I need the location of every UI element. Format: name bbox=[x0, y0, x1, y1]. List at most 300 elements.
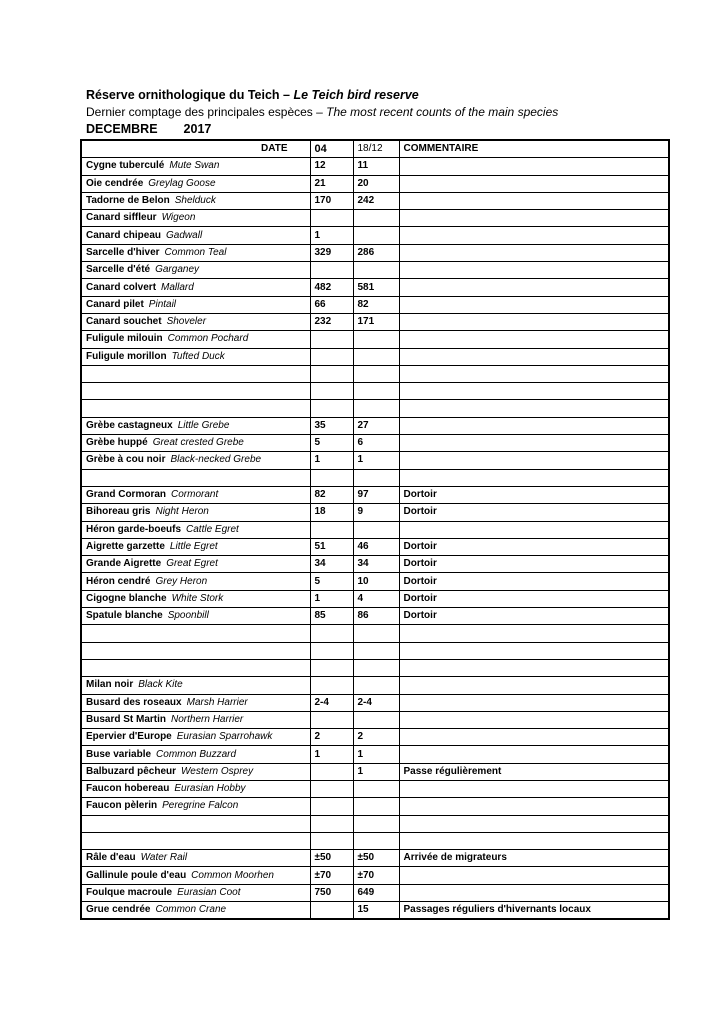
table-row bbox=[81, 677, 669, 694]
count-date-2-cell: 46 bbox=[353, 538, 399, 555]
species-name-cell bbox=[81, 417, 310, 434]
table-row bbox=[81, 244, 669, 261]
period-heading bbox=[86, 122, 211, 136]
species-french-name: Oie cendrée bbox=[86, 177, 144, 189]
count-date-1-cell: 1 bbox=[310, 746, 353, 763]
comment-cell bbox=[399, 331, 669, 348]
table-row bbox=[81, 365, 669, 382]
count-date-1-cell: 1 bbox=[310, 452, 353, 469]
count-date-2-cell bbox=[353, 469, 399, 486]
species-english-name: Common Teal bbox=[164, 246, 227, 258]
count-date-2-cell bbox=[353, 348, 399, 365]
species-english-name: Mallard bbox=[161, 281, 194, 293]
count-date-1-cell bbox=[310, 383, 353, 400]
comment-cell bbox=[399, 711, 669, 728]
comment-cell bbox=[399, 400, 669, 417]
table-row bbox=[81, 746, 669, 763]
species-name-cell bbox=[81, 262, 310, 279]
species-french-name: Grande Aigrette bbox=[86, 558, 162, 570]
count-date-1-cell bbox=[310, 625, 353, 642]
species-english-name: Little Grebe bbox=[177, 419, 230, 431]
species-name-cell bbox=[81, 677, 310, 694]
table-row bbox=[81, 884, 669, 901]
species-english-name: Mute Swan bbox=[169, 160, 220, 172]
count-date-2-cell bbox=[353, 642, 399, 659]
count-date-2-cell bbox=[353, 798, 399, 815]
species-name-cell bbox=[81, 746, 310, 763]
count-date-1-cell: 21 bbox=[310, 175, 353, 192]
species-english-name: Great crested Grebe bbox=[152, 437, 244, 449]
comment-cell bbox=[399, 884, 669, 901]
comment-cell: Dortoir bbox=[399, 556, 669, 573]
species-name-cell bbox=[81, 452, 310, 469]
species-french-name: Canard souchet bbox=[86, 316, 162, 328]
count-date-2-cell bbox=[353, 780, 399, 797]
count-date-2-cell: 1 bbox=[353, 452, 399, 469]
species-english-name: Black Kite bbox=[138, 679, 183, 691]
species-name-cell bbox=[81, 279, 310, 296]
comment-cell bbox=[399, 210, 669, 227]
species-name-cell bbox=[81, 608, 310, 625]
count-date-1-cell bbox=[310, 659, 353, 676]
count-date-1-cell: ±70 bbox=[310, 867, 353, 884]
species-french-name: Fuligule morillon bbox=[86, 350, 167, 362]
species-english-name: Garganey bbox=[155, 264, 200, 276]
comment-cell bbox=[399, 158, 669, 175]
species-french-name: Grèbe castagneux bbox=[86, 419, 173, 431]
count-date-1-cell: 66 bbox=[310, 296, 353, 313]
species-english-name: Tufted Duck bbox=[171, 350, 225, 362]
species-english-name: Common Pochard bbox=[167, 333, 249, 345]
species-english-name: Cattle Egret bbox=[186, 523, 239, 535]
count-date-1-cell: 2 bbox=[310, 729, 353, 746]
comment-cell: Dortoir bbox=[399, 573, 669, 590]
species-english-name: White Stork bbox=[171, 592, 224, 604]
species-english-name: Western Osprey bbox=[181, 765, 254, 777]
species-english-name: Northern Harrier bbox=[171, 713, 244, 725]
table-row bbox=[81, 313, 669, 330]
species-english-name: Black-necked Grebe bbox=[170, 454, 262, 466]
comment-cell bbox=[399, 832, 669, 849]
species-name-cell bbox=[81, 556, 310, 573]
species-french-name: Aigrette garzette bbox=[86, 540, 165, 552]
count-date-1-cell bbox=[310, 331, 353, 348]
count-date-1-cell: 85 bbox=[310, 608, 353, 625]
count-date-2-cell: 2-4 bbox=[353, 694, 399, 711]
comment-cell: Dortoir bbox=[399, 608, 669, 625]
species-english-name: Water Rail bbox=[140, 852, 188, 864]
count-date-1-cell bbox=[310, 521, 353, 538]
species-english-name: Shoveler bbox=[166, 316, 207, 328]
species-french-name: Grue cendrée bbox=[86, 904, 151, 916]
species-name-cell bbox=[81, 521, 310, 538]
table-row bbox=[81, 348, 669, 365]
count-date-2-cell: 82 bbox=[353, 296, 399, 313]
count-date-1-cell bbox=[310, 642, 353, 659]
species-name-cell bbox=[81, 711, 310, 728]
count-date-2-cell bbox=[353, 262, 399, 279]
date-header: DATE bbox=[81, 140, 310, 158]
count-date-2-cell bbox=[353, 711, 399, 728]
count-date-2-cell bbox=[353, 227, 399, 244]
species-french-name: Buse variable bbox=[86, 748, 152, 760]
table-row bbox=[81, 175, 669, 192]
table-row bbox=[81, 296, 669, 313]
species-french-name: Canard siffleur bbox=[86, 212, 157, 224]
comment-cell bbox=[399, 521, 669, 538]
title-french: Réserve ornithologique du Teich – bbox=[86, 88, 294, 102]
table-row bbox=[81, 192, 669, 209]
count-date-2-cell bbox=[353, 832, 399, 849]
species-french-name: Grand Cormoran bbox=[86, 489, 167, 501]
table-row bbox=[81, 590, 669, 607]
species-english-name: Common Crane bbox=[155, 904, 227, 916]
count-date-1-cell: 5 bbox=[310, 435, 353, 452]
count-date-1-cell: 750 bbox=[310, 884, 353, 901]
comment-cell bbox=[399, 659, 669, 676]
count-date-1-cell: 82 bbox=[310, 486, 353, 503]
count-date-2-cell: 20 bbox=[353, 175, 399, 192]
count-date-2-cell bbox=[353, 365, 399, 382]
count-date-2-cell: 11 bbox=[353, 158, 399, 175]
comment-cell bbox=[399, 262, 669, 279]
table-row bbox=[81, 850, 669, 867]
count-date-2-cell: 1 bbox=[353, 763, 399, 780]
count-date-2-cell: 171 bbox=[353, 313, 399, 330]
count-date-1-cell bbox=[310, 902, 353, 920]
comment-cell bbox=[399, 729, 669, 746]
comment-cell bbox=[399, 313, 669, 330]
title-english: Le Teich bird reserve bbox=[293, 88, 419, 102]
species-name-cell bbox=[81, 210, 310, 227]
comment-cell bbox=[399, 383, 669, 400]
count-date-1-cell bbox=[310, 780, 353, 797]
table-row bbox=[81, 158, 669, 175]
table-row bbox=[81, 832, 669, 849]
comment-cell bbox=[399, 867, 669, 884]
species-french-name: Grèbe huppé bbox=[86, 437, 148, 449]
comment-cell bbox=[399, 625, 669, 642]
species-name-cell bbox=[81, 573, 310, 590]
count-date-2-cell: 15 bbox=[353, 902, 399, 920]
count-date-1-cell: 35 bbox=[310, 417, 353, 434]
species-name-cell bbox=[81, 763, 310, 780]
count-date-2-cell: 34 bbox=[353, 556, 399, 573]
count-date-2-cell: 9 bbox=[353, 504, 399, 521]
species-name-cell bbox=[81, 815, 310, 832]
subtitle-english: The most recent counts of the main species bbox=[326, 105, 559, 119]
species-english-name: Marsh Harrier bbox=[186, 696, 248, 708]
comment-cell bbox=[399, 694, 669, 711]
table-row bbox=[81, 435, 669, 452]
count-date-1-cell: ±50 bbox=[310, 850, 353, 867]
species-french-name: Fuligule milouin bbox=[86, 333, 163, 345]
comment-cell bbox=[399, 469, 669, 486]
comment-cell bbox=[399, 417, 669, 434]
species-french-name: Grèbe à cou noir bbox=[86, 454, 166, 466]
count-date-2-cell: 649 bbox=[353, 884, 399, 901]
species-name-cell bbox=[81, 348, 310, 365]
species-english-name: Cormorant bbox=[171, 489, 219, 501]
species-french-name: Cygne tuberculé bbox=[86, 160, 165, 172]
comment-cell bbox=[399, 798, 669, 815]
species-french-name: Milan noir bbox=[86, 679, 134, 691]
species-english-name: Shelduck bbox=[174, 195, 216, 207]
species-name-cell bbox=[81, 296, 310, 313]
comment-cell bbox=[399, 815, 669, 832]
table-row bbox=[81, 642, 669, 659]
table-row bbox=[81, 262, 669, 279]
table-row bbox=[81, 469, 669, 486]
comment-cell bbox=[399, 780, 669, 797]
table-row bbox=[81, 902, 669, 920]
species-english-name: Wigeon bbox=[161, 212, 196, 224]
count-date-1-cell bbox=[310, 815, 353, 832]
table-row bbox=[81, 538, 669, 555]
species-name-cell bbox=[81, 642, 310, 659]
species-english-name: Great Egret bbox=[166, 558, 218, 570]
species-french-name: Râle d'eau bbox=[86, 852, 136, 864]
count-date-2-cell: 1 bbox=[353, 746, 399, 763]
species-french-name: Canard pilet bbox=[86, 298, 144, 310]
comment-cell: Dortoir bbox=[399, 538, 669, 555]
comment-cell bbox=[399, 175, 669, 192]
species-english-name: Eurasian Coot bbox=[177, 886, 241, 898]
comment-cell: Dortoir bbox=[399, 590, 669, 607]
species-french-name: Balbuzard pêcheur bbox=[86, 765, 177, 777]
count-date-1-cell bbox=[310, 763, 353, 780]
count-date-2-cell: 86 bbox=[353, 608, 399, 625]
species-french-name: Foulque macroule bbox=[86, 886, 173, 898]
species-english-name: Grey Heron bbox=[155, 575, 208, 587]
count-date-1-cell bbox=[310, 348, 353, 365]
species-name-cell bbox=[81, 175, 310, 192]
species-french-name: Tadorne de Belon bbox=[86, 195, 170, 207]
date-column-1-header: 04 bbox=[310, 140, 353, 158]
species-name-cell bbox=[81, 192, 310, 209]
count-date-2-cell bbox=[353, 210, 399, 227]
comment-cell bbox=[399, 365, 669, 382]
species-name-cell bbox=[81, 798, 310, 815]
species-name-cell bbox=[81, 383, 310, 400]
species-name-cell bbox=[81, 884, 310, 901]
species-english-name: Eurasian Hobby bbox=[174, 783, 246, 795]
species-name-cell bbox=[81, 659, 310, 676]
species-name-cell bbox=[81, 504, 310, 521]
table-row bbox=[81, 798, 669, 815]
species-name-cell bbox=[81, 331, 310, 348]
count-date-2-cell: 286 bbox=[353, 244, 399, 261]
species-name-cell bbox=[81, 729, 310, 746]
species-french-name: Epervier d'Europe bbox=[86, 731, 172, 743]
count-date-1-cell bbox=[310, 400, 353, 417]
species-name-cell bbox=[81, 867, 310, 884]
count-date-1-cell: 170 bbox=[310, 192, 353, 209]
species-french-name: Canard colvert bbox=[86, 281, 157, 293]
count-date-2-cell bbox=[353, 625, 399, 642]
species-french-name: Busard St Martin bbox=[86, 713, 167, 725]
species-french-name: Cigogne blanche bbox=[86, 592, 167, 604]
species-name-cell bbox=[81, 469, 310, 486]
comment-cell bbox=[399, 452, 669, 469]
subtitle-french: Dernier comptage des principales espèces – bbox=[86, 105, 327, 119]
comment-cell bbox=[399, 435, 669, 452]
count-date-2-cell bbox=[353, 331, 399, 348]
comment-cell bbox=[399, 279, 669, 296]
species-english-name: Spoonbill bbox=[167, 610, 209, 622]
species-name-cell bbox=[81, 158, 310, 175]
table-row bbox=[81, 383, 669, 400]
date-column-2-header: 18/12 bbox=[353, 140, 399, 158]
count-date-2-cell bbox=[353, 400, 399, 417]
count-date-1-cell bbox=[310, 832, 353, 849]
species-english-name: Eurasian Sparrohawk bbox=[176, 731, 273, 743]
species-french-name: Faucon hobereau bbox=[86, 783, 170, 795]
species-name-cell bbox=[81, 400, 310, 417]
table-row bbox=[81, 331, 669, 348]
count-date-2-cell bbox=[353, 815, 399, 832]
count-date-1-cell bbox=[310, 365, 353, 382]
species-name-cell bbox=[81, 694, 310, 711]
species-english-name: Common Buzzard bbox=[156, 748, 237, 760]
species-english-name: Night Heron bbox=[155, 506, 209, 518]
species-english-name: Greylag Goose bbox=[148, 177, 216, 189]
count-date-1-cell: 482 bbox=[310, 279, 353, 296]
count-date-1-cell: 2-4 bbox=[310, 694, 353, 711]
count-date-1-cell: 5 bbox=[310, 573, 353, 590]
count-date-1-cell: 1 bbox=[310, 590, 353, 607]
comment-cell: Arrivée de migrateurs bbox=[399, 850, 669, 867]
count-date-2-cell: 10 bbox=[353, 573, 399, 590]
comment-cell bbox=[399, 642, 669, 659]
document-title bbox=[86, 88, 419, 102]
count-date-1-cell bbox=[310, 262, 353, 279]
count-date-2-cell: 581 bbox=[353, 279, 399, 296]
count-date-1-cell: 51 bbox=[310, 538, 353, 555]
table-row bbox=[81, 504, 669, 521]
species-english-name: Common Moorhen bbox=[191, 869, 274, 881]
comment-header: COMMENTAIRE bbox=[399, 140, 669, 158]
comment-cell bbox=[399, 227, 669, 244]
comment-cell: Passages réguliers d'hivernants locaux bbox=[399, 902, 669, 920]
count-date-2-cell: ±70 bbox=[353, 867, 399, 884]
species-name-cell bbox=[81, 365, 310, 382]
species-name-cell bbox=[81, 538, 310, 555]
table-row bbox=[81, 227, 669, 244]
count-date-2-cell: 2 bbox=[353, 729, 399, 746]
comment-cell: Passe régulièrement bbox=[399, 763, 669, 780]
count-date-2-cell: 97 bbox=[353, 486, 399, 503]
year-label: 2017 bbox=[183, 122, 212, 136]
table-row bbox=[81, 625, 669, 642]
table-row bbox=[81, 815, 669, 832]
comment-cell bbox=[399, 296, 669, 313]
count-date-2-cell: 27 bbox=[353, 417, 399, 434]
comment-cell: Dortoir bbox=[399, 486, 669, 503]
count-date-1-cell: 232 bbox=[310, 313, 353, 330]
species-french-name: Faucon pèlerin bbox=[86, 800, 158, 812]
species-name-cell bbox=[81, 590, 310, 607]
table-row bbox=[81, 521, 669, 538]
table-row bbox=[81, 729, 669, 746]
count-date-1-cell bbox=[310, 210, 353, 227]
table-row bbox=[81, 210, 669, 227]
count-date-2-cell: 242 bbox=[353, 192, 399, 209]
count-date-2-cell: 6 bbox=[353, 435, 399, 452]
count-date-1-cell bbox=[310, 798, 353, 815]
species-name-cell bbox=[81, 227, 310, 244]
document-subtitle bbox=[86, 105, 558, 119]
species-count-table bbox=[80, 139, 670, 920]
species-french-name: Bihoreau gris bbox=[86, 506, 151, 518]
month-label: DECEMBRE bbox=[86, 122, 158, 136]
table-row bbox=[81, 711, 669, 728]
species-name-cell bbox=[81, 244, 310, 261]
species-name-cell bbox=[81, 902, 310, 920]
count-date-2-cell: 4 bbox=[353, 590, 399, 607]
table-row bbox=[81, 659, 669, 676]
table-row bbox=[81, 780, 669, 797]
table-row bbox=[81, 452, 669, 469]
count-date-2-cell bbox=[353, 677, 399, 694]
table-row bbox=[81, 608, 669, 625]
count-date-2-cell bbox=[353, 383, 399, 400]
species-name-cell bbox=[81, 435, 310, 452]
count-date-1-cell bbox=[310, 677, 353, 694]
count-date-1-cell bbox=[310, 469, 353, 486]
table-row bbox=[81, 279, 669, 296]
species-english-name: Peregrine Falcon bbox=[162, 800, 239, 812]
species-french-name: Gallinule poule d'eau bbox=[86, 869, 187, 881]
species-name-cell bbox=[81, 850, 310, 867]
table-row bbox=[81, 417, 669, 434]
species-french-name: Busard des roseaux bbox=[86, 696, 182, 708]
count-date-2-cell: ±50 bbox=[353, 850, 399, 867]
comment-cell bbox=[399, 192, 669, 209]
table-header-row bbox=[81, 140, 669, 158]
species-name-cell bbox=[81, 625, 310, 642]
comment-cell bbox=[399, 677, 669, 694]
table-row bbox=[81, 694, 669, 711]
species-french-name: Sarcelle d'été bbox=[86, 264, 151, 276]
count-date-1-cell: 12 bbox=[310, 158, 353, 175]
table-row bbox=[81, 486, 669, 503]
species-name-cell bbox=[81, 780, 310, 797]
count-date-1-cell: 18 bbox=[310, 504, 353, 521]
species-french-name: Héron garde-boeufs bbox=[86, 523, 182, 535]
species-french-name: Sarcelle d'hiver bbox=[86, 246, 160, 258]
comment-cell bbox=[399, 348, 669, 365]
species-english-name: Gadwall bbox=[166, 229, 203, 241]
count-date-1-cell: 329 bbox=[310, 244, 353, 261]
comment-cell bbox=[399, 746, 669, 763]
species-french-name: Héron cendré bbox=[86, 575, 151, 587]
species-name-cell bbox=[81, 486, 310, 503]
count-date-1-cell: 1 bbox=[310, 227, 353, 244]
count-date-1-cell: 34 bbox=[310, 556, 353, 573]
comment-cell: Dortoir bbox=[399, 504, 669, 521]
table-row bbox=[81, 867, 669, 884]
table-row bbox=[81, 400, 669, 417]
table-row bbox=[81, 763, 669, 780]
species-name-cell bbox=[81, 832, 310, 849]
species-english-name: Pintail bbox=[148, 298, 177, 310]
table-row bbox=[81, 556, 669, 573]
comment-cell bbox=[399, 244, 669, 261]
count-date-2-cell bbox=[353, 521, 399, 538]
table-row bbox=[81, 573, 669, 590]
count-date-2-cell bbox=[353, 659, 399, 676]
